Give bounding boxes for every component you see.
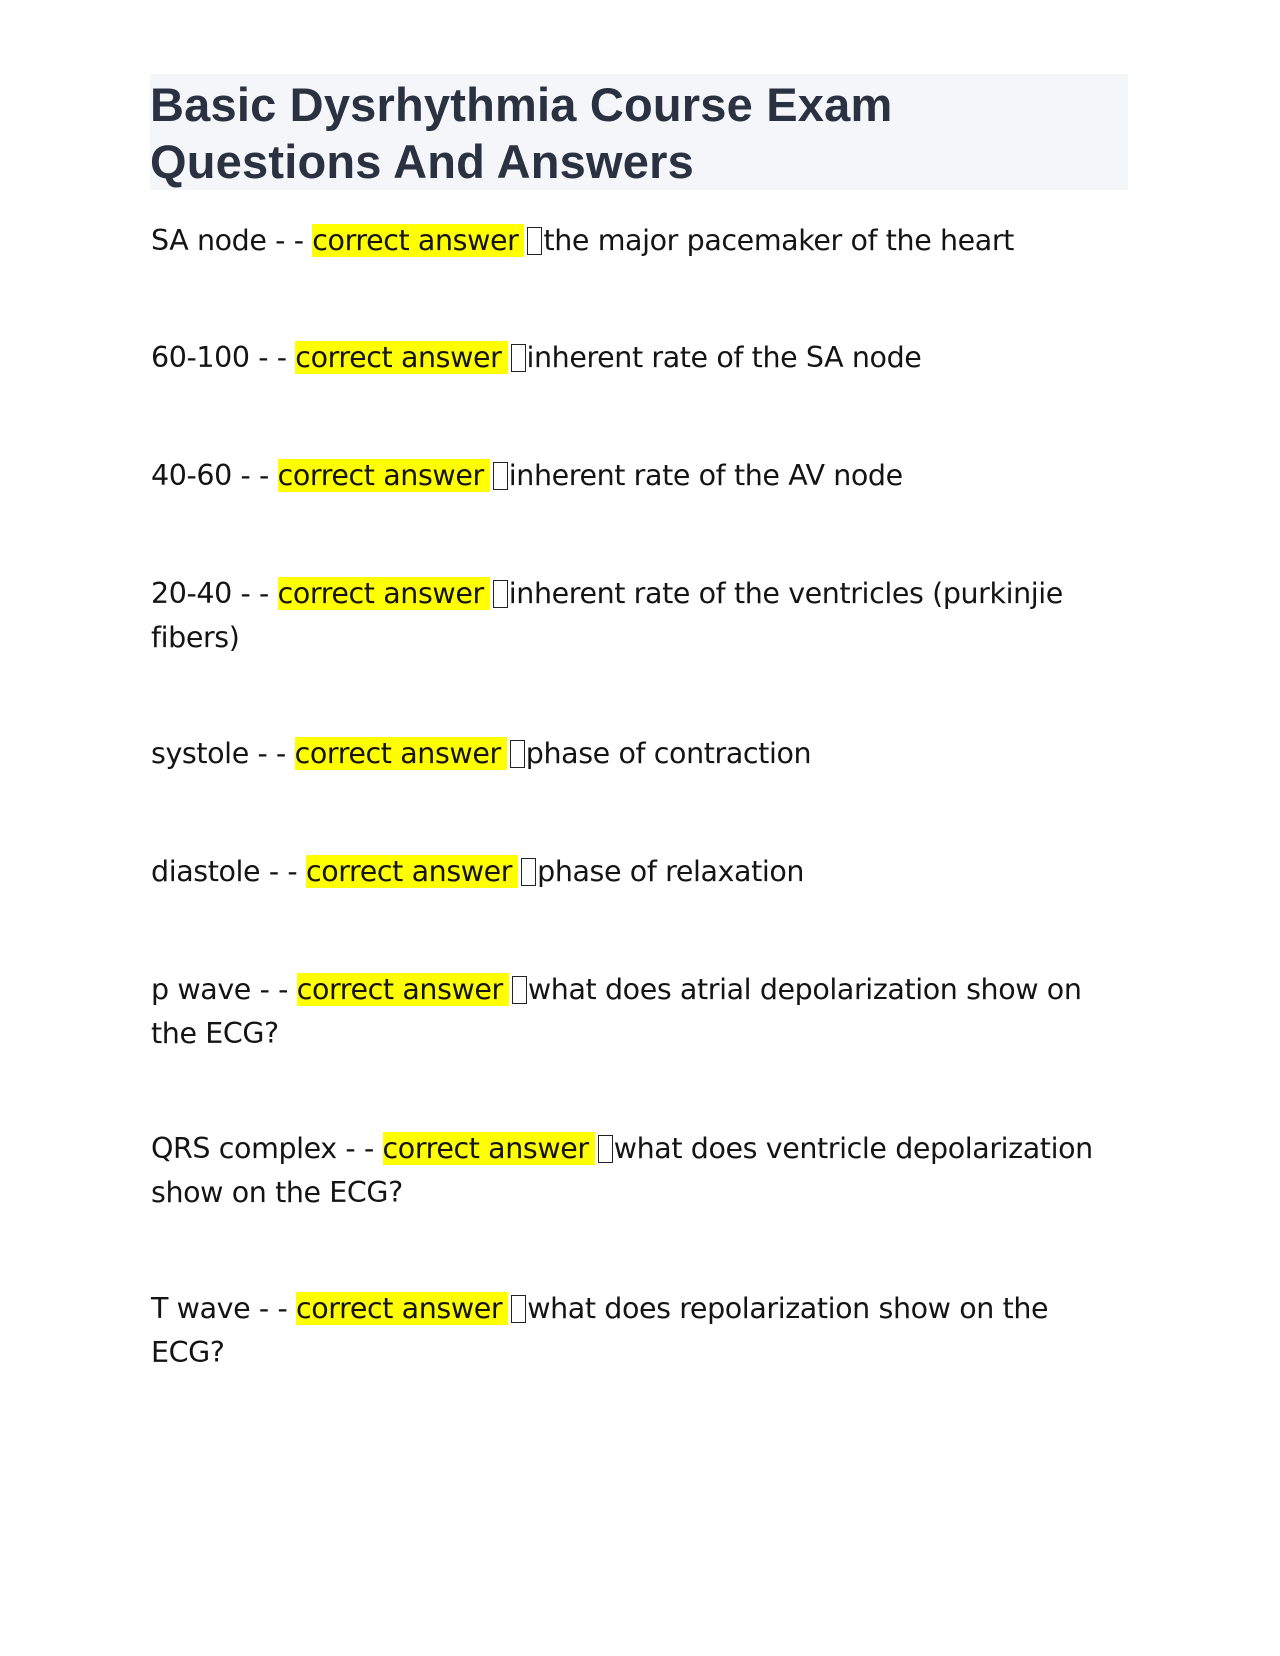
qa-separator: - - (266, 224, 313, 257)
missing-glyph-box-icon (510, 740, 525, 768)
qa-separator: - - (248, 737, 295, 770)
qa-answer: what does atrial depolarization show on the ECG? (151, 973, 1091, 1050)
missing-glyph-box-icon (598, 1135, 613, 1163)
qa-separator: - - (249, 341, 296, 374)
qa-term: T wave (151, 1292, 251, 1325)
qa-answer: phase of contraction (525, 737, 812, 770)
qa-item (151, 336, 1126, 380)
qa-item (151, 1127, 1126, 1215)
qa-term: systole (151, 737, 249, 770)
qa-term: QRS complex (151, 1132, 337, 1165)
correct-answer-highlight: correct answer (295, 341, 507, 374)
correct-answer-highlight: correct answer (297, 973, 509, 1006)
missing-glyph-box-icon (493, 580, 508, 608)
qa-item (151, 219, 1126, 263)
missing-glyph-box-icon (527, 227, 542, 255)
qa-item (151, 968, 1126, 1056)
qa-item (151, 732, 1126, 776)
correct-answer-highlight: correct answer (278, 577, 490, 610)
correct-answer-highlight: correct answer (383, 1132, 595, 1165)
missing-glyph-box-icon (493, 462, 508, 490)
missing-glyph-box-icon (511, 1295, 526, 1323)
qa-term: diastole (151, 855, 261, 888)
qa-answer: what does ventricle depolarization show on the ECG? (151, 1132, 1102, 1209)
qa-answer: inherent rate of the ventricles (purkinjie fibers) (151, 577, 1072, 654)
qa-item (151, 454, 1126, 498)
qa-item (151, 572, 1126, 660)
qa-term: 60-100 (151, 341, 250, 374)
correct-answer-highlight: correct answer (306, 855, 518, 888)
qa-item (151, 850, 1126, 894)
correct-answer-highlight: correct answer (296, 1292, 508, 1325)
missing-glyph-box-icon (511, 344, 526, 372)
qa-answer: what does repolarization show on the ECG? (151, 1292, 1057, 1369)
title-block (150, 74, 1128, 190)
qa-term: p wave (151, 973, 251, 1006)
page-title: Basic Dysrhythmia Course Exam Questions And Answers (150, 78, 893, 188)
qa-answer: inherent rate of the AV node (508, 459, 903, 492)
qa-term: SA node (151, 224, 267, 257)
qa-separator: - - (336, 1132, 383, 1165)
qa-answer: phase of relaxation (537, 855, 805, 888)
qa-separator: - - (250, 973, 297, 1006)
qa-separator: - - (250, 1292, 296, 1325)
qa-term: 20-40 (151, 577, 232, 610)
qa-answer: the major pacemaker of the heart (543, 224, 1014, 257)
qa-separator: - - (231, 577, 278, 610)
correct-answer-highlight: correct answer (278, 459, 490, 492)
qa-answer: inherent rate of the SA node (526, 341, 922, 374)
missing-glyph-box-icon (521, 858, 536, 886)
correct-answer-highlight: correct answer (295, 737, 507, 770)
qa-separator: - - (231, 459, 278, 492)
qa-item (151, 1287, 1126, 1375)
qa-separator: - - (260, 855, 306, 888)
qa-term: 40-60 (151, 459, 232, 492)
missing-glyph-box-icon (512, 976, 527, 1004)
correct-answer-highlight: correct answer (312, 224, 524, 257)
